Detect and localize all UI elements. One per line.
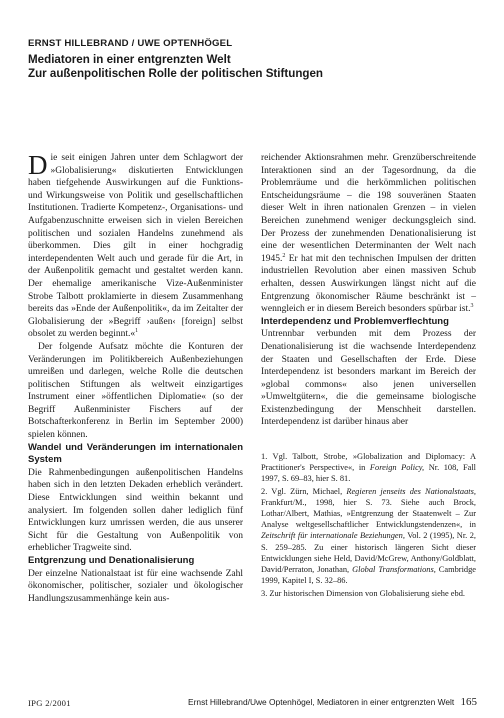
footnote-ref-2: 2 [282,252,286,259]
body-paragraph: Die Rahmenbedingungen außenpolitischen Handelns haben sich in den letzten Dekaden erheblich verändert. Diese Entwicklungen sind weithin bekannt und analysiert. Im folgenden sollen daher lediglich fünf Entwicklungen kurz umrissen werden, die aus unserer Sicht für die Gestaltung von Außenpolitik von erheblicher Tragweite sind. [28,467,243,554]
journal-issue: IPG 2/2001 [28,698,71,708]
body-paragraph: reichender Aktionsrahmen mehr. Grenzüberschreitende Interaktionen sind an der Tagesordnung, da die Problemräume und die herkömmlichen politischen Entscheidungsräume – die 198 souveränen Staaten dieser Welt in ihren nationalen Grenzen – in vielen Bereichen zunehmend weniger deckungsgleich sind. Der Prozess der zunehmenden Denationalisierung ist eine der wesentlichen Determinanten der Welt nach 1945.$^2$ Er hat mit den technischen Impulsen der dritten industriellen Revolution aber einen massiven Schub erhalten, dessen Auswirkungen längst nicht auf die Entgrenzung ökonomischer Räume beschränkt ist – wenngleich er in diesem Bereich besonders spürbar ist.$^3$ [261,153,476,315]
running-footer [188,696,477,708]
article-title-line1: Mediatoren in einer entgrenzten Welt [28,53,231,66]
footnote-2: 2. Vgl. Zürn, Michael, Regieren jenseits des Nationalstaats, Frankfurt/M., 1998, hier S. 73. Siehe auch Brock, Lothar/Albert, Mathias, »Entgrenzung der Staatenwelt – Zur Analyse weltgesellschaftlicher Entwicklungstendenzen«, in Zeitschrift für internationale Beziehungen, Vol. 2 (1995), Nr. 2, S. 259–285. Zu einer historisch längeren Sicht dieser Entwicklungen siehe Held, David/McGrew, Anthony/Goldblatt, David/Perraton, Jonathan, Global Transformations, Cambridge 1999, Kapitel I, S. 32–86. [261,486,477,586]
subsection-heading-interdependenz: Interdependenz und Problemverflechtung [261,315,449,327]
section-heading-wandel: Wandel und Veränderungen im internationalen System [28,441,243,466]
subsection-heading-entgrenzung: Entgrenzung und Denationalisierung [28,555,195,566]
footnote-ref-3: 3 [470,302,474,309]
article-title-line2: Zur außenpolitischen Rolle der politischen Stiftungen [28,66,324,80]
article-title [28,53,323,80]
page-number: 165 [460,696,477,708]
body-paragraph: Der einzelne Nationalstaat ist für eine wachsende Zahl ökonomischer, politischer, sozialer und ökologischer Handlungszusammenhänge kein aus- [28,568,243,604]
intro-paragraph [28,152,243,341]
intro-paragraph-2: Der folgende Aufsatz möchte die Konturen der Veränderungen im Politikbereich Außenbeziehungen umreißen und darlegen, welche Rolle die deutschen politischen Stiftungen als weltweit einzigartiges Instrument einer »öffentlichen Diplomatie« (so der Begriff Außenminister Fischers auf der Botschafterkonferenz in Berlin im September 2000) spielen können. [28,341,243,441]
footnote-3: 3. Zur historischen Dimension von Globalisierung siehe ebd. [261,588,465,598]
drop-cap: D [28,150,48,180]
running-title: Ernst Hillebrand/Uwe Optenhögel, Mediatoren in einer entgrenzten Welt [188,697,455,707]
footnote-1: 1. Vgl. Talbott, Strobe, »Globalization and Diplomacy: A Practitioner's Perspective«, in Foreign Policy, Nr. 108, Fall 1997, S. 69–83, hier S. 81. [261,452,476,484]
footnotes [261,451,476,599]
body-paragraph: Untrennbar verbunden mit dem Prozess der Denationalisierung ist die wachsende Interdependenz der Staaten und Gesellschaften der Erde. Diese Interdependenz ist besonders markant im Bereich der »global commons« also jenen universellen »Umweltgütern«, die die gemeinsame biologische Existenzbedingung der Menschheit darstellen. Interdependenz ist darüber hinaus aber [261,329,476,428]
intro-text: ie seit einigen Jahren unter dem Schlagwort der »Globalisierung« diskutierten Entwicklungen haben tiefgehende Auswirkungen auf die Funktions- und Wirkungsweise von Politik und gesellschaftlichen Institutionen. Tradierte Kompetenz-, Organisations- und Aufgabenzuschnitte erweisen sich in vielen Bereichen politischen und sozialen Handelns zunehmend als überkommen. Dies gilt in einer hochgradig interdependenten Welt auch und gerade für die Art, in der Außenpolitik gemacht und gestaltet werden kann. Der ehemalige amerikanische Vize-Außenminister Strobe Talbott proklamierte in diesem Zusammenhang bereits das »Ende der Außenpolitik«, da im Zeitalter der Globalisierung der »Begriff ›außen‹ [foreign] selbst obsolet zu werden beginnt.« [28,153,243,340]
footnote-ref-1: 1 [135,328,139,335]
right-column [261,152,476,600]
left-column [28,152,243,605]
article-authors: ERNST HILLEBRAND / UWE OPTENHÖGEL [28,38,233,49]
